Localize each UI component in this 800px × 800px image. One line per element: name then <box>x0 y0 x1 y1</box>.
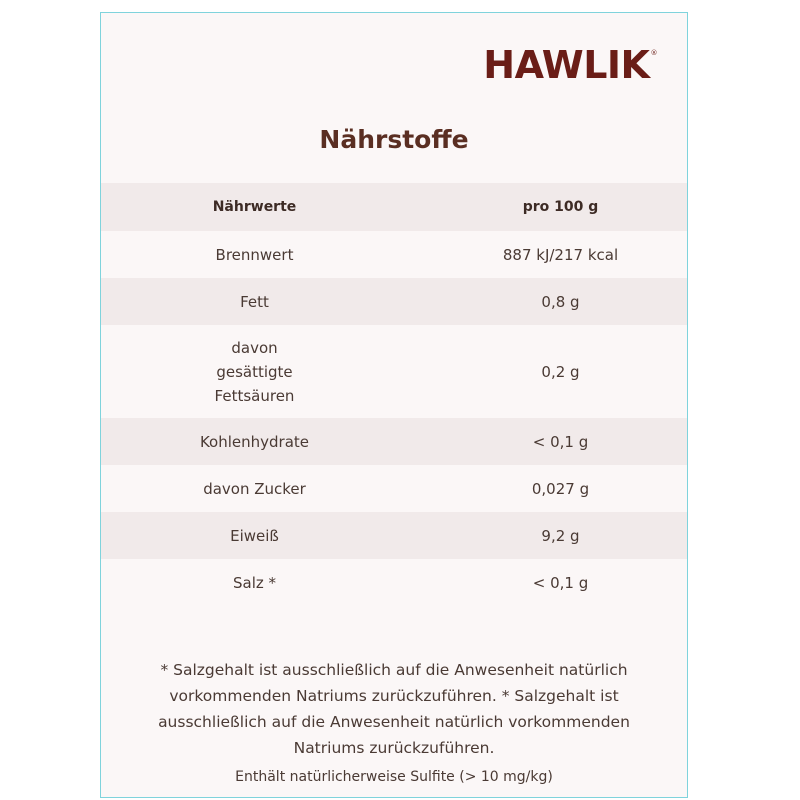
row-label: Kohlenhydrate <box>199 432 310 451</box>
table-row <box>101 418 687 465</box>
table-row <box>101 325 687 418</box>
row-label-line: gesättigte <box>216 362 293 381</box>
registered-mark: ® <box>650 49 657 57</box>
row-label: Brennwert <box>215 245 294 264</box>
brand-logo <box>483 43 657 87</box>
row-value: 0,027 g <box>531 479 590 498</box>
row-value: < 0,1 g <box>532 573 589 592</box>
footnote-line: * Salzgehalt ist ausschließlich auf die Anwesenheit natürlich <box>160 661 628 679</box>
row-value: 0,8 g <box>541 292 580 311</box>
table-row <box>101 559 687 606</box>
row-label: Salz * <box>232 573 277 592</box>
row-label-line: davon <box>231 338 278 357</box>
row-label: davon Zucker <box>203 479 306 498</box>
nutrition-table <box>101 183 687 606</box>
row-value: 887 kJ/217 kcal <box>502 245 619 264</box>
table-header-row <box>101 183 687 231</box>
table-row <box>101 231 687 278</box>
row-value: 0,2 g <box>541 362 580 381</box>
row-value: 9,2 g <box>541 526 580 545</box>
row-label-line: Fettsäuren <box>214 386 295 405</box>
brand-name: HAWLIK <box>483 43 650 87</box>
page-title: Nährstoffe <box>319 125 469 154</box>
row-label: Eiweiß <box>230 526 279 545</box>
table-row <box>101 465 687 512</box>
column-header-per-100g: pro 100 g <box>522 199 599 215</box>
nutrition-card <box>100 12 688 798</box>
column-header-nutrients: Nährwerte <box>212 199 297 215</box>
table-row <box>101 278 687 325</box>
footnote-line: ausschließlich auf die Anwesenheit natürlich vorkommenden <box>158 713 630 731</box>
footnote-line: vorkommenden Natriums zurückzuführen. * Salzgehalt ist <box>169 687 619 705</box>
row-label: Fett <box>240 292 269 311</box>
row-label <box>101 336 394 408</box>
footnote-line: Natriums zurückzuführen. <box>293 739 495 757</box>
sulfite-note: Enthält natürlicherweise Sulfite (> 10 mg/kg) <box>235 769 553 785</box>
row-value: < 0,1 g <box>532 432 589 451</box>
salt-footnote <box>131 657 657 761</box>
table-row <box>101 512 687 559</box>
